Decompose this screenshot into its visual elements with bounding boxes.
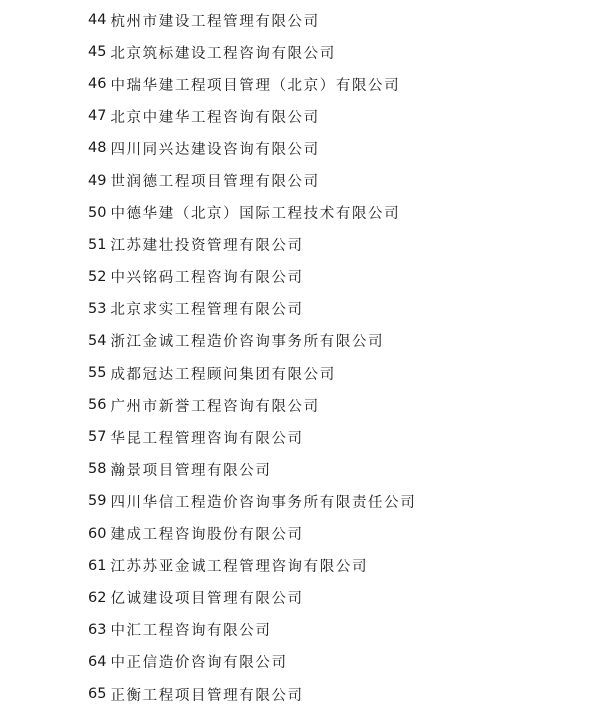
list-item [88, 261, 416, 293]
company-name: 瀚景项目管理有限公司 [110, 462, 272, 479]
company-name: 四川同兴达建设咨询有限公司 [110, 141, 320, 158]
company-name: 北京筑标建设工程咨询有限公司 [110, 45, 336, 62]
company-name: 中兴铭码工程咨询有限公司 [110, 270, 304, 287]
list-item [88, 293, 416, 325]
list-item [88, 614, 416, 646]
item-number: 65 [88, 686, 107, 703]
item-number: 63 [88, 621, 107, 638]
list-item [88, 325, 416, 357]
list-item [88, 389, 416, 421]
list-item [88, 164, 416, 196]
list-item [88, 4, 416, 36]
item-number: 44 [88, 12, 107, 29]
item-number: 51 [88, 236, 107, 253]
item-number: 53 [88, 300, 107, 317]
item-number: 56 [88, 397, 107, 414]
list-item [88, 229, 416, 261]
item-number: 62 [88, 589, 107, 606]
list-item [88, 197, 416, 229]
item-number: 47 [88, 108, 107, 125]
item-number: 58 [88, 461, 107, 478]
list-item [88, 100, 416, 132]
list-item [88, 518, 416, 550]
company-name: 成都冠达工程顾问集团有限公司 [110, 366, 336, 383]
list-item [88, 646, 416, 678]
item-number: 55 [88, 365, 107, 382]
list-item [88, 132, 416, 164]
company-name: 中德华建（北京）国际工程技术有限公司 [110, 206, 401, 223]
company-name: 广州市新誉工程咨询有限公司 [110, 398, 320, 415]
company-name: 建成工程咨询股份有限公司 [110, 527, 304, 544]
item-number: 57 [88, 429, 107, 446]
company-list [88, 4, 416, 710]
company-name: 华昆工程管理咨询有限公司 [110, 430, 304, 447]
item-number: 61 [88, 557, 107, 574]
company-name: 北京求实工程管理有限公司 [110, 302, 304, 319]
item-number: 48 [88, 140, 107, 157]
list-item [88, 485, 416, 517]
company-name: 中汇工程咨询有限公司 [110, 623, 272, 640]
item-number: 59 [88, 493, 107, 510]
company-name: 世润德工程项目管理有限公司 [110, 174, 320, 191]
list-item [88, 582, 416, 614]
item-number: 60 [88, 525, 107, 542]
company-name: 江苏苏亚金诚工程管理咨询有限公司 [110, 559, 369, 576]
company-name: 杭州市建设工程管理有限公司 [110, 13, 320, 30]
company-name: 中正信造价咨询有限公司 [110, 655, 288, 672]
list-item [88, 36, 416, 68]
list-item [88, 453, 416, 485]
company-name: 中瑞华建工程项目管理（北京）有限公司 [110, 77, 401, 94]
item-number: 45 [88, 44, 107, 61]
list-item [88, 550, 416, 582]
list-item [88, 68, 416, 100]
list-item [88, 421, 416, 453]
company-name: 北京中建华工程咨询有限公司 [110, 109, 320, 126]
list-item [88, 678, 416, 710]
item-number: 46 [88, 76, 107, 93]
item-number: 50 [88, 204, 107, 221]
company-name: 浙江金诚工程造价咨询事务所有限公司 [110, 334, 385, 351]
item-number: 52 [88, 268, 107, 285]
company-name: 正衡工程项目管理有限公司 [110, 687, 304, 704]
item-number: 49 [88, 172, 107, 189]
company-name: 四川华信工程造价咨询事务所有限责任公司 [110, 494, 417, 511]
item-number: 64 [88, 653, 107, 670]
company-name: 江苏建壮投资管理有限公司 [110, 238, 304, 255]
company-name: 亿诚建设项目管理有限公司 [110, 591, 304, 608]
list-item [88, 357, 416, 389]
item-number: 54 [88, 332, 107, 349]
